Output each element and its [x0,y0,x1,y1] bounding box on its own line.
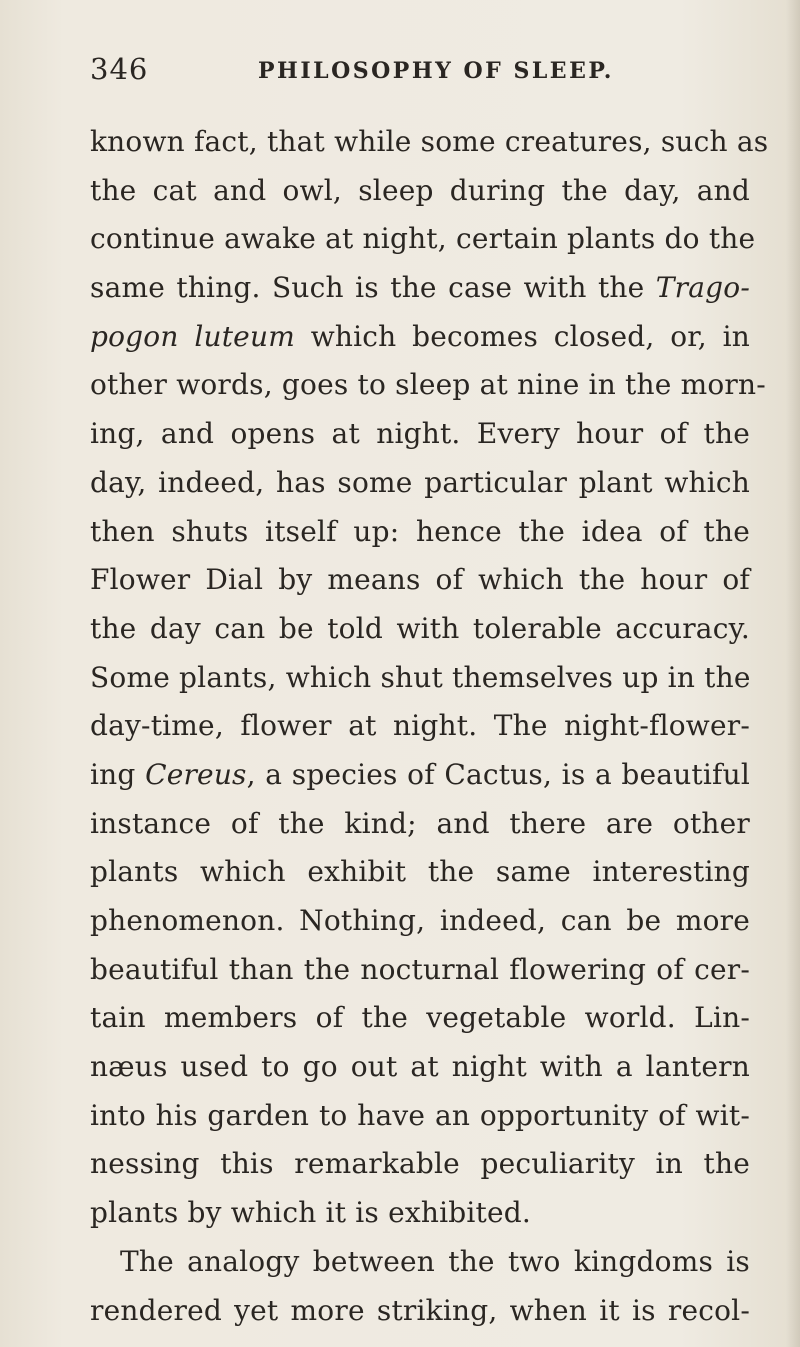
text-line: nessing this remarkable peculiarity in the [90,1147,750,1181]
text-line: continue awake at night, certain plants do the [90,222,756,256]
text-line: phenomenon. Nothing, indeed, can be more [90,904,750,937]
running-head: PHILOSOPHY OF SLEEP. [258,58,614,84]
page-number: 346 [90,52,149,86]
text-line: day-time, flower at night. The night-flower- [90,709,750,743]
text-line: day, indeed, has some particular plant which [90,465,750,499]
italic-term: Trago- [655,271,750,305]
text-line: rendered yet more striking, when it is recol- [90,1293,750,1327]
text-line: The analogy between the two kingdoms is [120,1244,750,1278]
text-line: the cat and owl, sleep during the day, and [90,173,750,207]
text-line: the day can be told with tolerable accuracy. [90,611,750,645]
text-line: ing, and opens at night. Every hour of the [90,417,750,451]
text-line: Flower Dial by means of which the hour of [90,563,750,597]
text-line: plants by which it is exhibited. [90,1196,531,1230]
italic-term: pogon luteum [90,319,295,353]
text-line: pogon luteum which becomes closed, or, in [90,319,751,353]
page-header [90,52,750,92]
text-line: tain members of the vegetable world. Lin- [90,1001,750,1035]
text-line: then shuts itself up: hence the idea of the [90,514,750,548]
page-edge-shadow [786,0,800,1347]
text-line: other words, goes to sleep at nine in the morn- [90,368,766,402]
body-text [90,118,769,1335]
text-line: Some plants, which shut themselves up in the [90,660,751,694]
italic-term: Cereus [145,757,247,791]
text-line: same thing. Such is the case with the Trago- [90,271,750,305]
text-line: plants which exhibit the same interesting [90,855,750,889]
text-line: instance of the kind; and there are other [90,806,750,840]
text-line: ing Cereus, a species of Cactus, is a beautiful [90,757,750,791]
text-line: næus used to go out at night with a lantern [90,1050,750,1084]
text-line: beautiful than the nocturnal flowering of cer- [90,952,750,986]
text-line: into his garden to have an opportunity of wit- [90,1098,750,1132]
text-line: known fact, that while some creatures, such as [90,125,769,158]
